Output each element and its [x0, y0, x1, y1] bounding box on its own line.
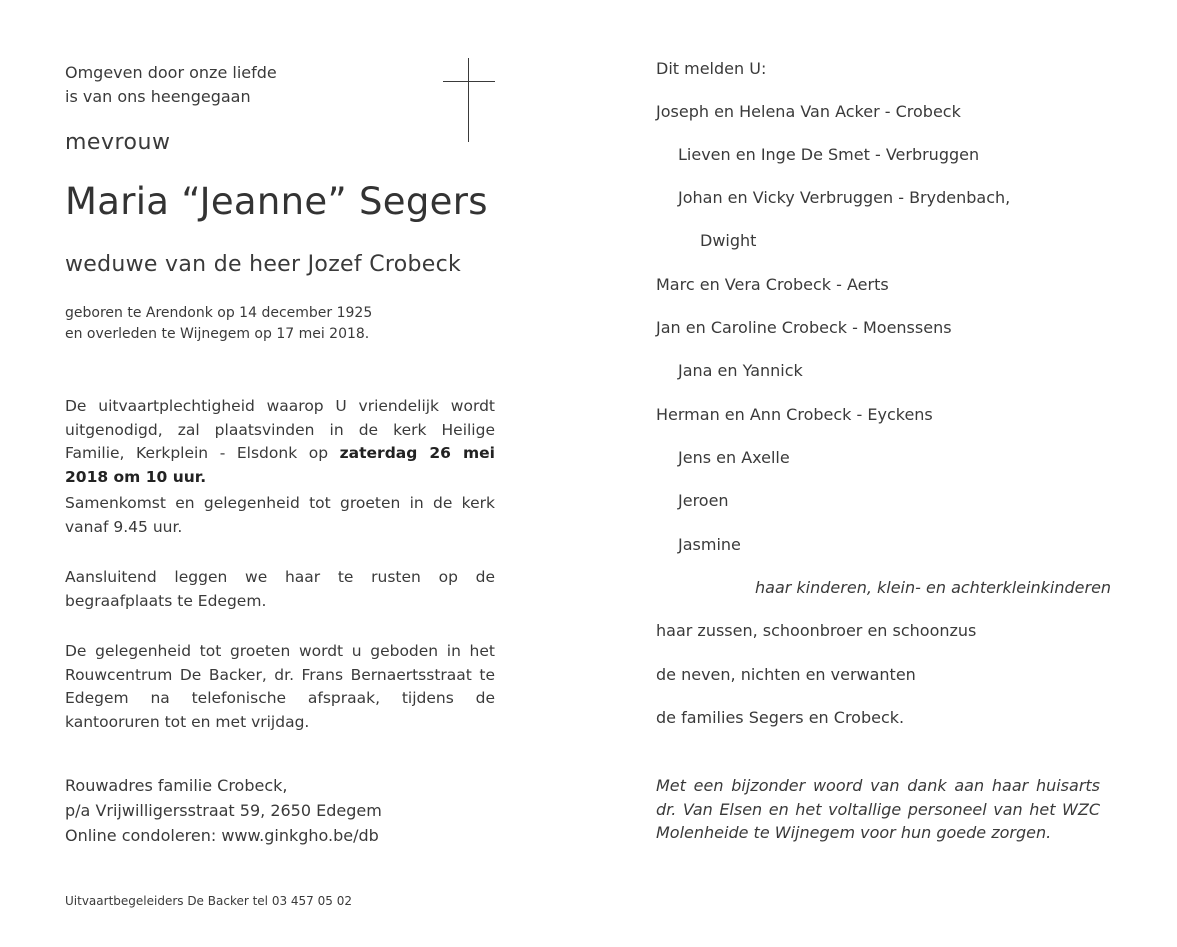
family-line: Jens en Axelle	[678, 448, 790, 467]
family-line: Joseph en Helena Van Acker - Crobeck	[656, 102, 961, 121]
family-line: Jasmine	[678, 535, 741, 554]
funeral-date: zaterdag 26 mei 2018 om 10 uur.	[65, 444, 495, 486]
family-intro: Dit melden U:	[656, 59, 767, 78]
address-line-3: Online condoleren: www.ginkgho.be/db	[65, 826, 379, 845]
visiting-paragraph: De gelegenheid tot groeten wordt u geboden in het Rouwcentrum De Backer, dr. Frans Bernaertsstraat te Edegem na telefonische afspraak, tijdens de kantooruren tot en met vrijdag.	[65, 642, 495, 731]
cross-icon-horizontal	[443, 81, 495, 82]
died-line: en overleden te Wijnegem op 17 mei 2018.	[65, 326, 370, 342]
address-line-1: Rouwadres familie Crobeck,	[65, 776, 288, 795]
funeral-text: De uitvaartplechtigheid waarop U vriendelijk wordt uitgenodigd, zal plaatsvinden in de kerk Heilige Familie, Kerkplein - Elsdonk op	[65, 397, 495, 462]
family-line: Jeroen	[678, 491, 729, 510]
life-dates	[65, 303, 372, 345]
family-line: Marc en Vera Crobeck - Aerts	[656, 275, 889, 294]
intro-text	[65, 61, 277, 109]
intro-line-1: Omgeven door onze liefde	[65, 63, 277, 82]
family-line: Herman en Ann Crobeck - Eyckens	[656, 405, 933, 424]
family-summary: haar kinderen, klein- en achterkleinkinderen	[755, 578, 1112, 597]
family-line: de neven, nichten en verwanten	[656, 665, 916, 684]
born-line: geboren te Arendonk op 14 december 1925	[65, 305, 373, 321]
deceased-name: Maria “Jeanne” Segers	[65, 180, 488, 223]
burial-paragraph: Aansluitend leggen we haar te rusten op de begraafplaats te Edegem.	[65, 568, 495, 610]
intro-line-2: is van ons heengegaan	[65, 87, 251, 106]
family-line: Lieven en Inge De Smet - Verbruggen	[678, 145, 980, 164]
address-line-2: p/a Vrijwilligersstraat 59, 2650 Edegem	[65, 801, 382, 820]
widow-line: weduwe van de heer Jozef Crobeck	[65, 252, 462, 277]
family-line: Jana en Yannick	[678, 361, 803, 380]
thanks-paragraph: Met een bijzonder woord van dank aan haar huisarts dr. Van Elsen en het voltallige personeel van het WZC Molenheide te Wijnegem voor hun goede zorgen.	[656, 776, 1100, 842]
funeral-paragraph	[65, 395, 495, 489]
mourning-address	[65, 773, 382, 848]
family-line: Jan en Caroline Crobeck - Moenssens	[656, 318, 952, 337]
footer-text: Uitvaartbegeleiders De Backer tel 03 457 05 02	[65, 894, 352, 908]
gathering-paragraph: Samenkomst en gelegenheid tot groeten in de kerk vanaf 9.45 uur.	[65, 494, 495, 536]
family-line: Johan en Vicky Verbruggen - Brydenbach,	[678, 188, 1011, 207]
family-line: de families Segers en Crobeck.	[656, 708, 905, 727]
cross-icon-vertical	[468, 58, 469, 142]
honorific: mevrouw	[65, 130, 171, 155]
family-line: Dwight	[700, 231, 757, 250]
family-line: haar zussen, schoonbroer en schoonzus	[656, 621, 977, 640]
